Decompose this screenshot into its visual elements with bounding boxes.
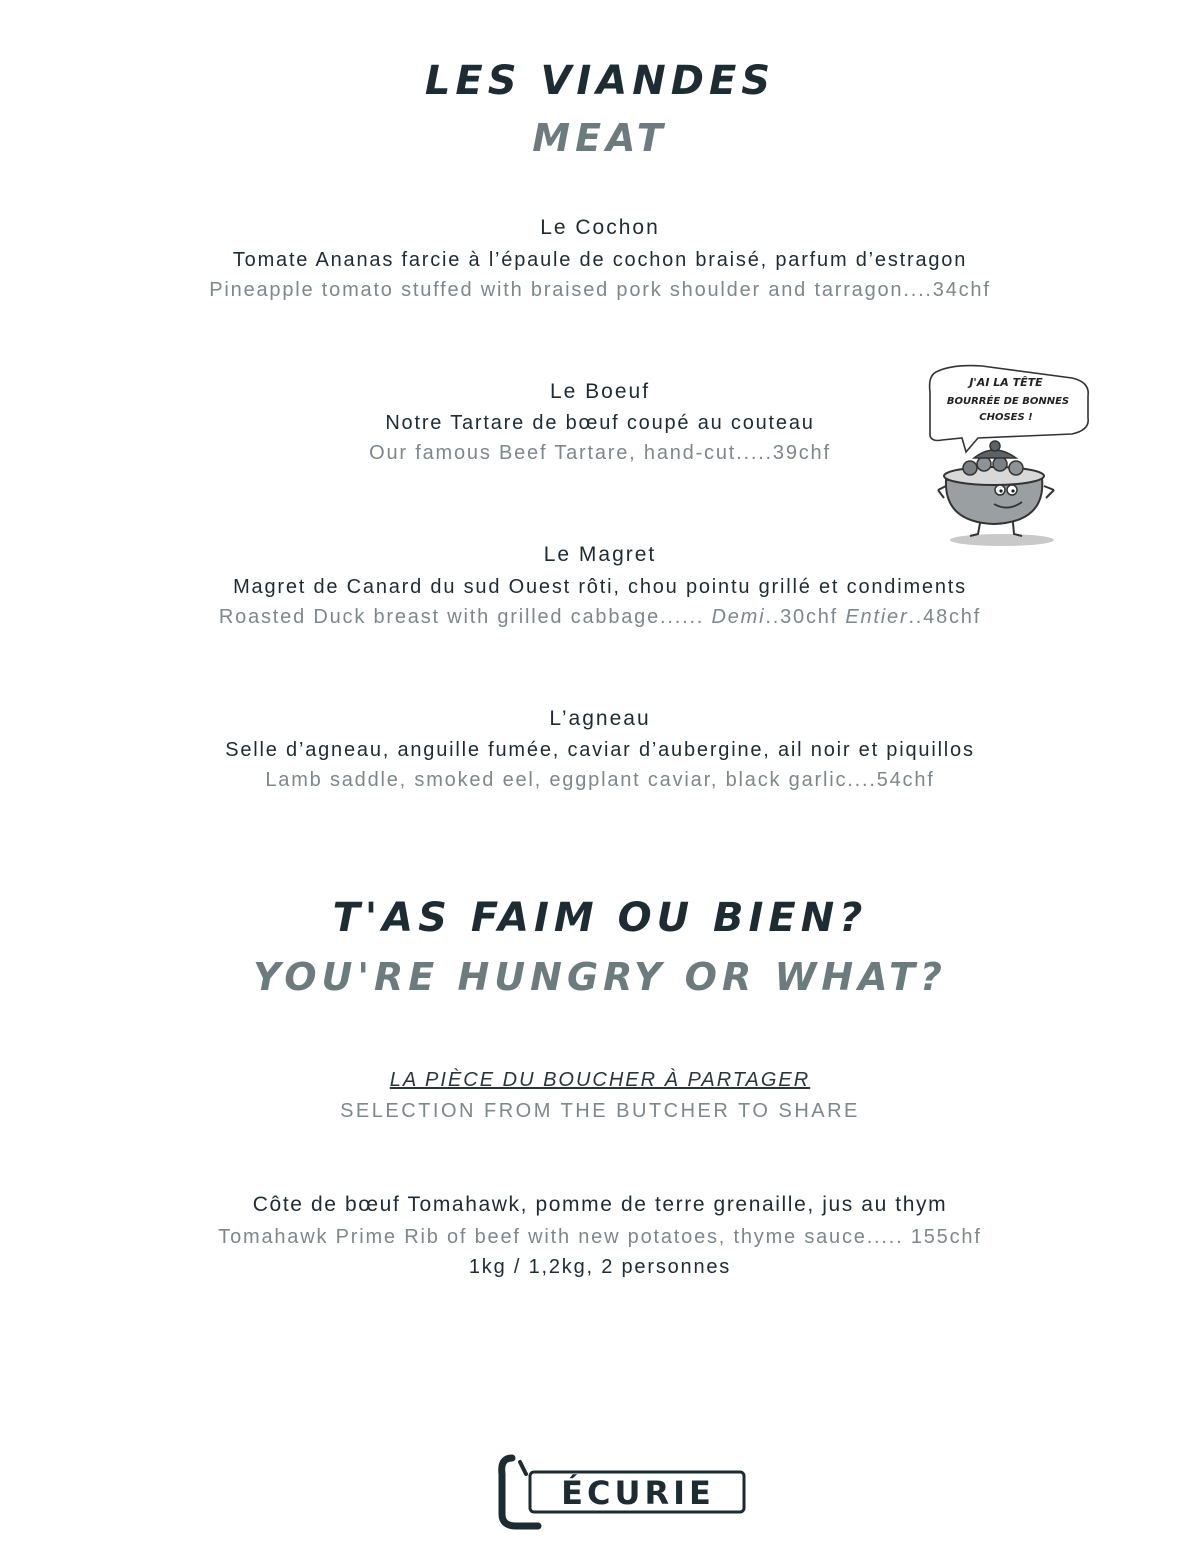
dish-description-fr: Côte de bœuf Tomahawk, pomme de terre grenaille, jus au thym — [252, 1193, 948, 1216]
dish-name: L’agneau — [549, 707, 651, 730]
dish-description-en — [0, 606, 1200, 629]
dish-name: Le Cochon — [540, 216, 660, 239]
dish-name: Le Magret — [543, 543, 657, 566]
svg-text:ÉCURIE: ÉCURIE — [561, 1474, 715, 1512]
dish-description-fr: Tomate Ananas farcie à l’épaule de cochon braisé, parfum d’estragon — [232, 249, 968, 271]
share-heading-fr: LA PIÈCE DU BOUCHER À PARTAGER — [389, 1069, 811, 1091]
dish-description-en: Our famous Beef Tartare, hand-cut.....39chf — [369, 442, 831, 464]
section-title-en: MEAT — [532, 116, 668, 160]
price-whole-label: Entier — [845, 606, 909, 628]
share-heading-en: SELECTION FROM THE BUTCHER TO SHARE — [340, 1100, 860, 1122]
speech-line: CHOSES ! — [979, 412, 1033, 423]
dish-description-en: Lamb saddle, smoked eel, eggplant caviar, black garlic....54chf — [265, 769, 935, 791]
dish-description-en: Tomahawk Prime Rib of beef with new potatoes, thyme sauce..... 155chf — [218, 1226, 982, 1248]
speech-line: J'AI LA TÊTE — [969, 376, 1043, 389]
dish-description-en-text: Roasted Duck breast with grilled cabbage...... — [218, 606, 705, 628]
serving-note: 1kg / 1,2kg, 2 personnes — [468, 1256, 732, 1278]
dish-name: Le Boeuf — [549, 380, 651, 403]
dish-description-en: Pineapple tomato stuffed with braised pork shoulder and tarragon....34chf — [209, 279, 991, 301]
speech-line: BOURRÉE DE BONNES — [946, 396, 1070, 407]
price-whole: ..48chf — [908, 606, 982, 628]
dish-description-fr: Notre Tartare de bœuf coupé au couteau — [385, 412, 815, 434]
section-title-fr: LES VIANDES — [424, 58, 776, 104]
section-title-fr: T'AS FAIM OU BIEN? — [332, 895, 868, 941]
dish-description-fr: Selle d’agneau, anguille fumée, caviar d’aubergine, ail noir et piquillos — [225, 739, 975, 761]
price-half: ..30chf — [765, 606, 839, 628]
dish-description-fr: Magret de Canard du sud Ouest rôti, chou pointu grillé et condiments — [233, 576, 967, 598]
pot-character-icon — [922, 362, 1097, 550]
price-half-label: Demi — [711, 606, 766, 628]
section-title-en: YOU'RE HUNGRY OR WHAT? — [253, 955, 947, 999]
restaurant-logo — [490, 1452, 752, 1532]
